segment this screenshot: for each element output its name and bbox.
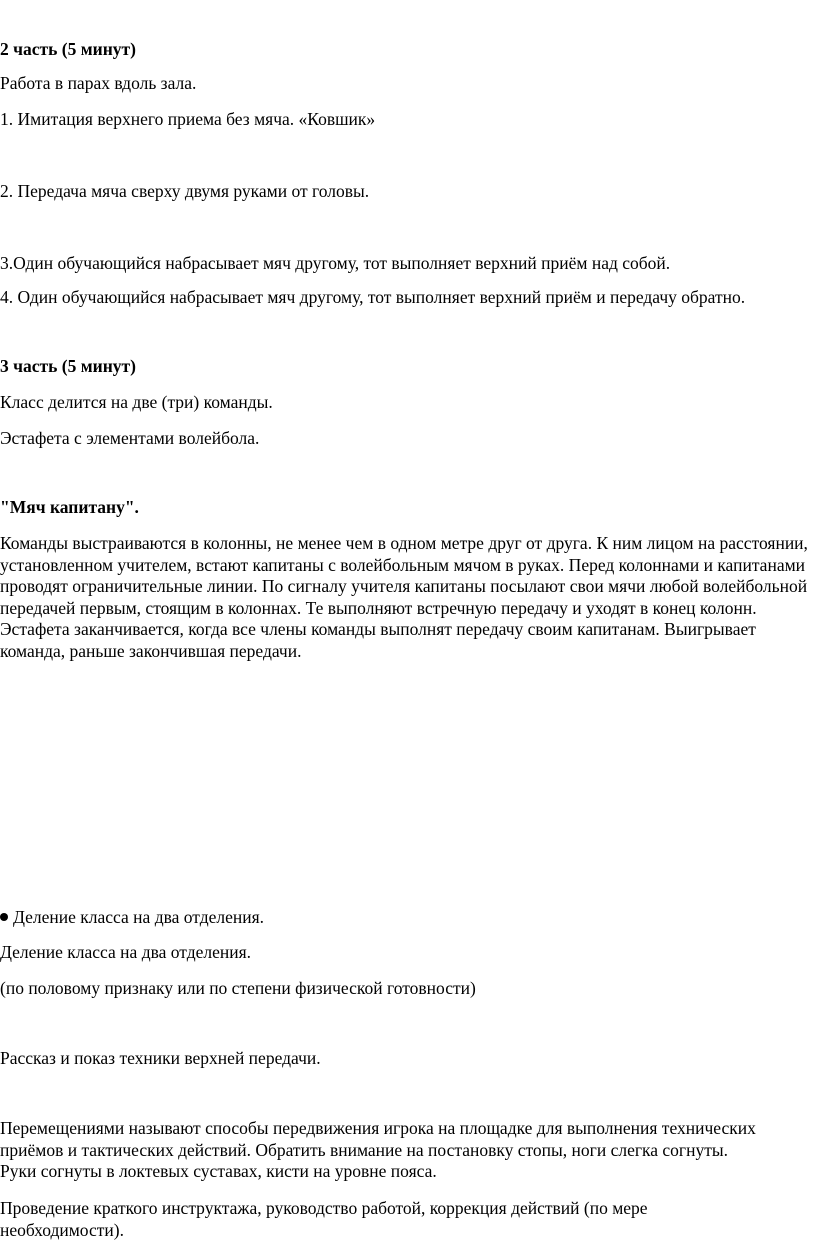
game-title: "Мяч капитану". bbox=[0, 497, 139, 517]
bullet-text: Деление класса на два отделения. bbox=[13, 907, 265, 927]
part3-line-2: Эстафета с элементами волейбола. bbox=[0, 428, 260, 448]
game-description: Команды выстраиваются в колонны, не менее чем в одном метре друг от друга. К ним лицом на расстоянии, установленном учителем, встают капитаны с волейбольным мячом в руках. Перед колоннами и капитанами проводят ограничительные линии. По сигналу учителя капитаны посылают свои мячи любой волейбольной передачей первым, стоящим в колоннах. Те выполняют встречную передачу и уходят в конец колонн. Эстафета заканчивается, когда все члены команды выполнят передачу своим капитанам. Выигрывает команда, раньше закончившая передачи. bbox=[0, 533, 808, 661]
part2-intro: Работа в парах вдоль зала. bbox=[0, 73, 197, 93]
part2-item-1: 1. Имитация верхнего приема без мяча. «Ковшик» bbox=[0, 109, 376, 129]
part3-line-1: Класс делится на две (три) команды. bbox=[0, 392, 273, 412]
bullet-item bbox=[0, 906, 264, 928]
notes-line-3: Рассказ и показ техники верхней передачи. bbox=[0, 1048, 321, 1068]
part2-heading: 2 часть (5 минут) bbox=[0, 39, 136, 59]
notes-line-1: Деление класса на два отделения. bbox=[0, 942, 252, 962]
notes-paragraph-2: Проведение краткого инструктажа, руководство работой, коррекция действий (по мере необходимости). bbox=[0, 1198, 648, 1240]
bullet-icon bbox=[0, 913, 8, 921]
notes-line-2: (по половому признаку или по степени физической готовности) bbox=[0, 978, 476, 998]
part2-item-4: 4. Один обучающийся набрасывает мяч другому, тот выполняет верхний приём и передачу обратно. bbox=[0, 287, 746, 307]
part2-item-2: 2. Передача мяча сверху двумя руками от головы. bbox=[0, 181, 370, 201]
part3-heading: 3 часть (5 минут) bbox=[0, 356, 136, 376]
notes-paragraph-1: Перемещениями называют способы передвижения игрока на площадке для выполнения технических приёмов и тактических действий. Обратить внимание на постановку стопы, ноги слегка согнуты. Руки согнуты в локтевых суставах, кисти на уровне пояса. bbox=[0, 1118, 756, 1181]
part2-item-3: 3.Один обучающийся набрасывает мяч другому, тот выполняет верхний приём над собой. bbox=[0, 253, 671, 273]
